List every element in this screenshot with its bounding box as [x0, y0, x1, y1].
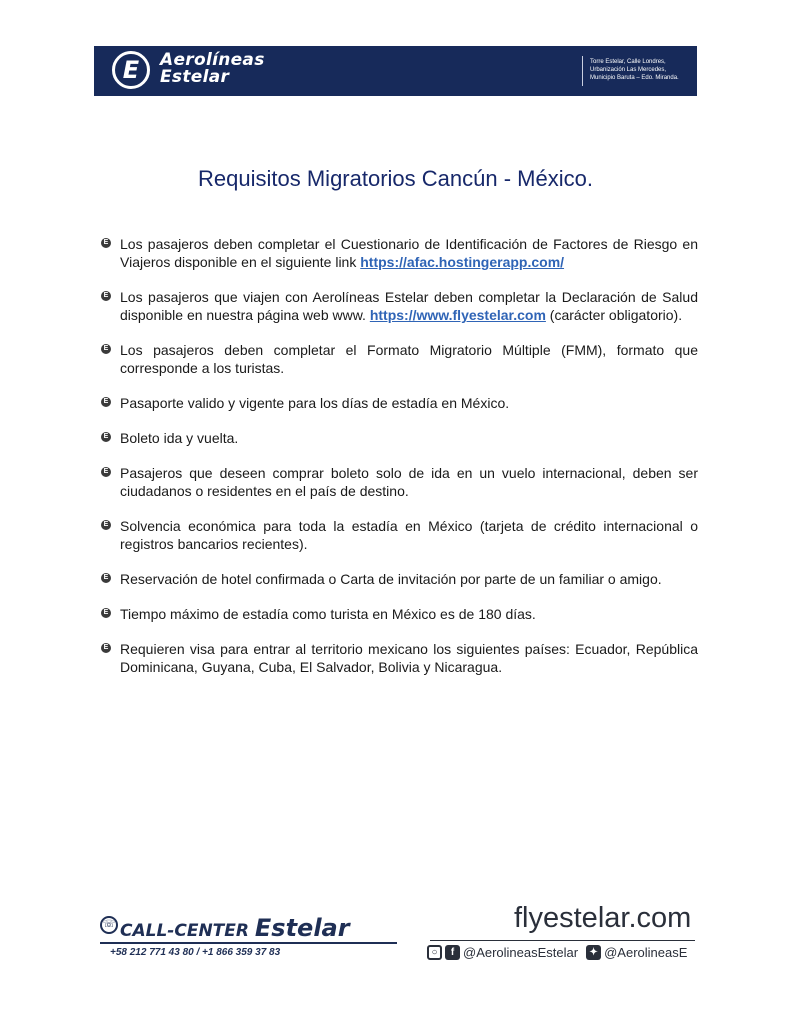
- brand-line-2: Estelar: [160, 67, 230, 87]
- requirement-text: Requieren visa para entrar al territorio mexicano los siguientes países: Ecuador, República Dominicana, Guyana, Cuba, El Salvador, Bolivia y Nicaragua.: [120, 641, 698, 675]
- requirement-item: [101, 517, 698, 553]
- requirement-item: [101, 341, 698, 377]
- twitter-handle[interactable]: @AerolineasE: [604, 945, 688, 960]
- page-title: Requisitos Migratorios Cancún - México.: [198, 166, 593, 191]
- requirement-item: [101, 288, 698, 324]
- company-address: [590, 58, 679, 82]
- address-line: Municipio Baruta – Edo. Miranda.: [590, 75, 679, 81]
- website-url[interactable]: flyestelar.com: [514, 902, 692, 934]
- bullet-icon: E: [101, 467, 111, 477]
- twitter-icon[interactable]: ✦: [586, 945, 601, 960]
- instagram-icon[interactable]: ○: [427, 945, 442, 960]
- social-handles: [427, 945, 687, 960]
- risk-questionnaire-link[interactable]: https://afac.hostingerapp.com/: [360, 254, 565, 270]
- call-center-prefix: CALL-CENTER: [120, 921, 255, 941]
- requirement-text: Boleto ida y vuelta.: [120, 430, 239, 446]
- website-divider: [430, 940, 695, 941]
- facebook-icon[interactable]: f: [445, 945, 460, 960]
- requirement-text: Solvencia económica para toda la estadía en México (tarjeta de crédito internacional o registros bancarios recientes).: [120, 518, 698, 552]
- bullet-icon: E: [101, 238, 111, 248]
- banner-divider: [582, 56, 583, 86]
- bullet-icon: E: [101, 291, 111, 301]
- call-center-title: [120, 914, 350, 942]
- requirement-text-suffix: (carácter obligatorio).: [545, 307, 683, 323]
- requirement-text: Pasajeros que deseen comprar boleto solo de ida en un vuelo internacional, deben ser ciudadanos o residentes en el país de destino.: [120, 465, 698, 499]
- requirement-item: [101, 605, 698, 623]
- bullet-icon: E: [101, 573, 111, 583]
- health-declaration-link[interactable]: https://www.flyestelar.com: [369, 307, 546, 323]
- phone-icon: ☏: [100, 916, 118, 934]
- address-line: Torre Estelar, Calle Londres,: [590, 59, 666, 65]
- requirement-item: [101, 570, 698, 588]
- bullet-icon: E: [101, 520, 111, 530]
- bullet-icon: E: [101, 344, 111, 354]
- brand-line-1: Aerolíneas: [160, 50, 265, 70]
- bullet-icon: E: [101, 608, 111, 618]
- bullet-icon: E: [101, 397, 111, 407]
- requirement-text: Los pasajeros que viajen con Aerolíneas Estelar deben completar la Declaración de Salud disponible en nuestra página web www.: [120, 289, 698, 323]
- logo-emblem-icon: E: [112, 51, 150, 89]
- requirement-item: [101, 235, 698, 271]
- requirement-text: Tiempo máximo de estadía como turista en México es de 180 días.: [120, 606, 536, 622]
- header-banner: [94, 46, 697, 96]
- requirement-item: [101, 394, 698, 412]
- requirement-text: Los pasajeros deben completar el Cuestionario de Identificación de Factores de Riesgo en Viajeros disponible en el siguiente link: [120, 236, 698, 270]
- requirement-text: Reservación de hotel confirmada o Carta de invitación por parte de un familiar o amigo.: [120, 571, 662, 587]
- requirement-item: [101, 640, 698, 676]
- requirement-item: [101, 429, 698, 447]
- call-center-divider: [100, 942, 397, 944]
- call-center-brand: Estelar: [254, 914, 350, 942]
- bullet-icon: E: [101, 643, 111, 653]
- facebook-handle[interactable]: @AerolineasEstelar: [463, 945, 579, 960]
- brand-name: [160, 52, 265, 86]
- bullet-icon: E: [101, 432, 111, 442]
- requirement-text: Los pasajeros deben completar el Formato Migratorio Múltiple (FMM), formato que corresponde a los turistas.: [120, 342, 698, 376]
- call-center-phones: +58 212 771 43 80 / +1 866 359 37 83: [110, 947, 281, 958]
- address-line: Urbanización Las Mercedes,: [590, 67, 667, 73]
- requirement-text: Pasaporte valido y vigente para los días de estadía en México.: [120, 395, 510, 411]
- requirements-list: [101, 235, 698, 693]
- requirement-item: [101, 464, 698, 500]
